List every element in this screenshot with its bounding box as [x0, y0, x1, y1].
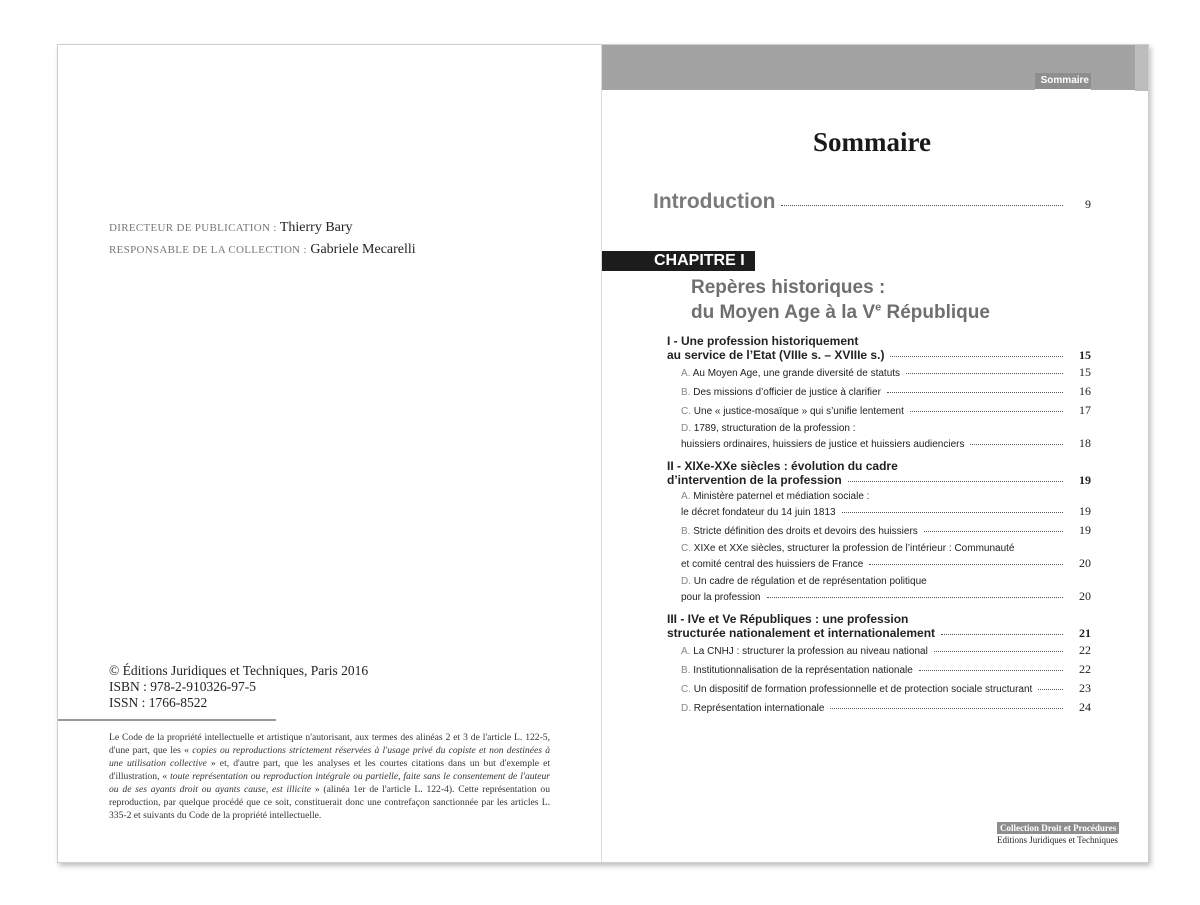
legal-quote-2: toute représentation ou reproduction intégrale ou partielle, faite sans le consentement de l'auteur ou de ses ayants droit ou ayants cause, est illicite	[109, 771, 550, 795]
legal-quote-1: copies ou reproductions strictement réservées à l'usage privé du copiste et non destinées à une utilisation collective	[109, 745, 550, 769]
introduction-label: Introduction	[653, 190, 776, 213]
isbn-line: ISBN : 978-2-910326-97-5	[109, 679, 256, 694]
dot-leader	[924, 530, 1063, 532]
page-number: 19	[1079, 473, 1091, 487]
dot-leader	[910, 410, 1063, 412]
legal-text-1: Le Code de la propriété intellectuelle et artistique n'autorisant, aux termes des alinéas 2 et 3 de l'article L. 122-5, d'une part, que les «	[109, 732, 550, 756]
toc-entry[interactable]: C. XIXe et XXe siècles, structurer la profession de l’intérieur : Communauté et comité central des huissiers de France 20	[681, 543, 1091, 570]
collection-manager-label: RESPONSABLE DE LA COLLECTION :	[109, 244, 307, 256]
page-number: 22	[1079, 662, 1091, 676]
toc-entry[interactable]: D. 1789, structuration de la profession : huissiers ordinaires, huissiers de justice et huissiers audienciers 18	[681, 423, 1091, 450]
header-edge-tab	[1135, 45, 1148, 91]
page-gutter	[601, 45, 602, 862]
section-title-line2: au service de l’Etat (VIIIe s. – XVIIIe s.)	[667, 348, 885, 362]
copyright-line: © Éditions Juridiques et Techniques, Paris 2016	[109, 663, 369, 678]
legal-text-2: » et, d'autre part, que les analyses et les courtes citations dans un but d'exemple et d'illustration, «	[109, 758, 551, 782]
toc-section-3[interactable]	[667, 612, 1091, 640]
page-number: 24	[1079, 700, 1091, 714]
dot-leader	[887, 391, 1063, 393]
dot-leader	[934, 650, 1063, 652]
page-number: 20	[1079, 589, 1091, 603]
dot-leader	[848, 480, 1063, 482]
publisher-name: Editions Juridiques et Techniques	[997, 835, 1118, 845]
copyright-block	[109, 663, 368, 711]
page-number: 15	[1079, 348, 1091, 362]
director-label: DIRECTEUR DE PUBLICATION :	[109, 222, 277, 234]
dot-leader	[767, 596, 1064, 598]
toc-entry[interactable]: B. Stricte définition des droits et devoirs des huissiers 19	[681, 523, 1091, 537]
dot-leader	[842, 511, 1063, 513]
toc-introduction[interactable]	[653, 190, 1091, 214]
toc-entry[interactable]: C. Une « justice-mosaïque » qui s’unifie lentement 17	[681, 403, 1091, 417]
legal-text-3: » (alinéa 1er de l'article L. 122-4). Cette représentation ou reproduction, par quelque procédé que ce soit, constituerait donc une contrefaçon sanctionnée par les articles L. 335-2 et suivants du Code de la propriété intellectuelle.	[109, 784, 551, 821]
section-title-line1: III - IVe et Ve Républiques : une profession	[667, 612, 909, 626]
toc-entry[interactable]: D. Représentation internationale 24	[681, 700, 1091, 714]
dot-leader	[919, 669, 1063, 671]
issn-line: ISSN : 1766-8522	[109, 695, 208, 710]
dot-leader	[941, 633, 1063, 635]
toc-entry[interactable]: C. Un dispositif de formation professionnelle et de protection sociale structurant 23	[681, 681, 1091, 695]
page-number: 19	[1079, 504, 1091, 518]
page-number: 21	[1079, 626, 1091, 640]
toc-entry[interactable]: A. Ministère paternel et médiation sociale : le décret fondateur du 14 juin 1813 19	[681, 491, 1091, 518]
page-number: 19	[1079, 523, 1091, 537]
collection-tag: Collection Droit et Procédures	[997, 822, 1119, 834]
dot-leader	[1038, 688, 1063, 690]
dot-leader	[830, 707, 1063, 709]
page-title: Sommaire	[813, 127, 931, 157]
page-number: 16	[1079, 384, 1091, 398]
page-number: 22	[1079, 643, 1091, 657]
page-number: 15	[1079, 365, 1091, 379]
chapter-tag: CHAPITRE I	[602, 251, 755, 271]
section-title-line1: II - XIXe-XXe siècles : évolution du cadre	[667, 459, 898, 473]
toc-entry[interactable]: B. Des missions d’officier de justice à clarifier 16	[681, 384, 1091, 398]
section-title-line2: structurée nationalement et internationalement	[667, 626, 936, 640]
legal-notice	[109, 731, 550, 822]
page-number: 9	[1085, 197, 1091, 211]
collection-manager-name: Gabriele Mecarelli	[310, 242, 416, 257]
director-line	[109, 217, 416, 239]
chapter-title	[691, 275, 990, 325]
publication-credits	[109, 217, 416, 261]
divider-rule	[58, 719, 276, 721]
toc-entry[interactable]: A. La CNHJ : structurer la profession au niveau national 22	[681, 643, 1091, 657]
toc-section-2[interactable]	[667, 459, 1091, 487]
dot-leader	[970, 443, 1063, 445]
section-title-line1: I - Une profession historiquement	[667, 334, 859, 348]
toc-entry[interactable]: B. Institutionnalisation de la représentation nationale 22	[681, 662, 1091, 676]
dot-leader	[781, 204, 1063, 206]
dot-leader	[890, 355, 1063, 357]
table-of-contents	[667, 332, 1091, 716]
dot-leader	[869, 563, 1063, 565]
toc-entry[interactable]: D. Un cadre de régulation et de représentation politique pour la profession 20	[681, 576, 1091, 603]
book-spread	[57, 44, 1149, 863]
chapter-title-line2: du Moyen Age à la Ve République	[691, 301, 990, 323]
dot-leader	[906, 372, 1063, 374]
page-number: 17	[1079, 403, 1091, 417]
page-number: 23	[1079, 681, 1091, 695]
toc-section-1[interactable]	[667, 334, 1091, 362]
director-name: Thierry Bary	[279, 220, 353, 235]
toc-entry[interactable]: A. Au Moyen Age, une grande diversité de statuts 15	[681, 365, 1091, 379]
section-title-line2: d’intervention de la profession	[667, 473, 842, 487]
running-header-tag: Sommaire	[1035, 73, 1091, 90]
collection-manager-line	[109, 239, 416, 261]
chapter-title-line1: Repères historiques :	[691, 277, 886, 298]
page-number: 20	[1079, 556, 1091, 570]
page-number: 18	[1079, 436, 1091, 450]
